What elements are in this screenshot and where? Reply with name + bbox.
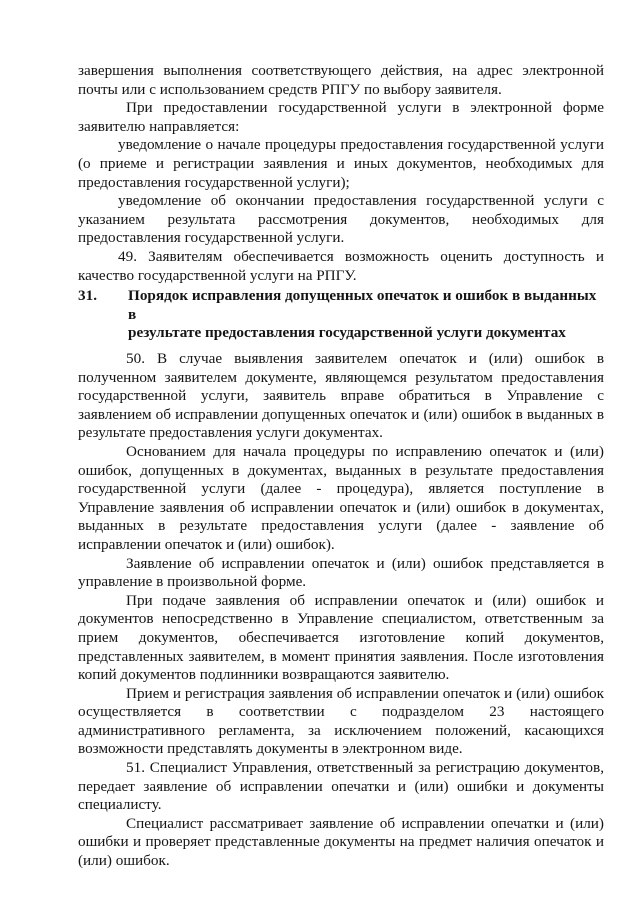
paragraph-51: 51. Специалист Управления, ответственный за регистрацию документов, передает заявление об исправлении опечатки и (или) ошибки и документы специалисту. xyxy=(78,759,604,814)
paragraph-continuation: завершения выполнения соответствующего действия, на адрес электронной почты или с использованием средств РПГУ по выбору заявителя. xyxy=(78,62,604,98)
section-title xyxy=(128,287,598,343)
paragraph-review: Специалист рассматривает заявление об исправлении опечатки и (или) ошибки и проверяет представленные документы на предмет наличия опечаток и (или) ошибок. xyxy=(78,814,604,870)
paragraph-procedure-basis: Основанием для начала процедуры по исправлению опечаток и (или) ошибок, допущенных в документах, выданных в результате предоставления государственной услуги (далее - процедура), является поступление в Управление заявления об исправлении опечаток и (или) ошибок в документах, выданных в результате предоставления услуги (далее - заявление об исправлении опечаток и (или) ошибок). xyxy=(78,442,604,553)
section-title-line2: результате предоставления государственной услуги документах xyxy=(128,324,566,342)
section-number: 31. xyxy=(78,287,97,304)
paragraph-notifications-intro: При предоставлении государственной услуги в электронной форме заявителю направляется: xyxy=(78,99,604,135)
body-text-block xyxy=(78,350,604,871)
paragraph-registration: Прием и регистрация заявления об исправлении опечаток и (или) ошибок осуществляется в соответствии с подразделом 23 настоящего административного регламента, за исключением положений, касающихся возможности представлять документы в электронном виде. xyxy=(78,684,604,758)
paragraph-49: 49. Заявителям обеспечивается возможность оценить доступность и качество государственной услуги на РПГУ. xyxy=(78,247,604,284)
top-text-block xyxy=(78,62,604,285)
paragraph-notification-start: уведомление о начале процедуры предоставления государственной услуги (о приеме и регистрации заявления и иных документов, необходимых для предоставления государственной услуги); xyxy=(78,136,604,191)
paragraph-notification-end: уведомление об окончании предоставления государственной услуги с указанием результата рассмотрения документов, необходимых для предоставления государственной услуги. xyxy=(78,192,604,247)
paragraph-submission: При подаче заявления об исправлении опечаток и (или) ошибок и документов непосредственно в Управление специалистом, ответственным за прием документов, обеспечивается изготовление копий документов, представленных заявителем, в момент принятия заявления. После изготовления копий документов подлинники возвращаются заявителю. xyxy=(78,591,604,684)
paragraph-free-form: Заявление об исправлении опечаток и (или) ошибок представляется в управление в произвольной форме. xyxy=(78,554,604,591)
paragraph-50: 50. В случае выявления заявителем опечаток и (или) ошибок в полученном заявителем документе, являющемся результатом предоставления государственной услуги, заявитель вправе обратиться в Управление с заявлением об исправлении допущенных опечаток и (или) ошибок в выданных в результате предоставления услуги документах. xyxy=(78,350,604,442)
section-title-line1: Порядок исправления допущенных опечаток и ошибок в выданных в xyxy=(128,287,597,323)
